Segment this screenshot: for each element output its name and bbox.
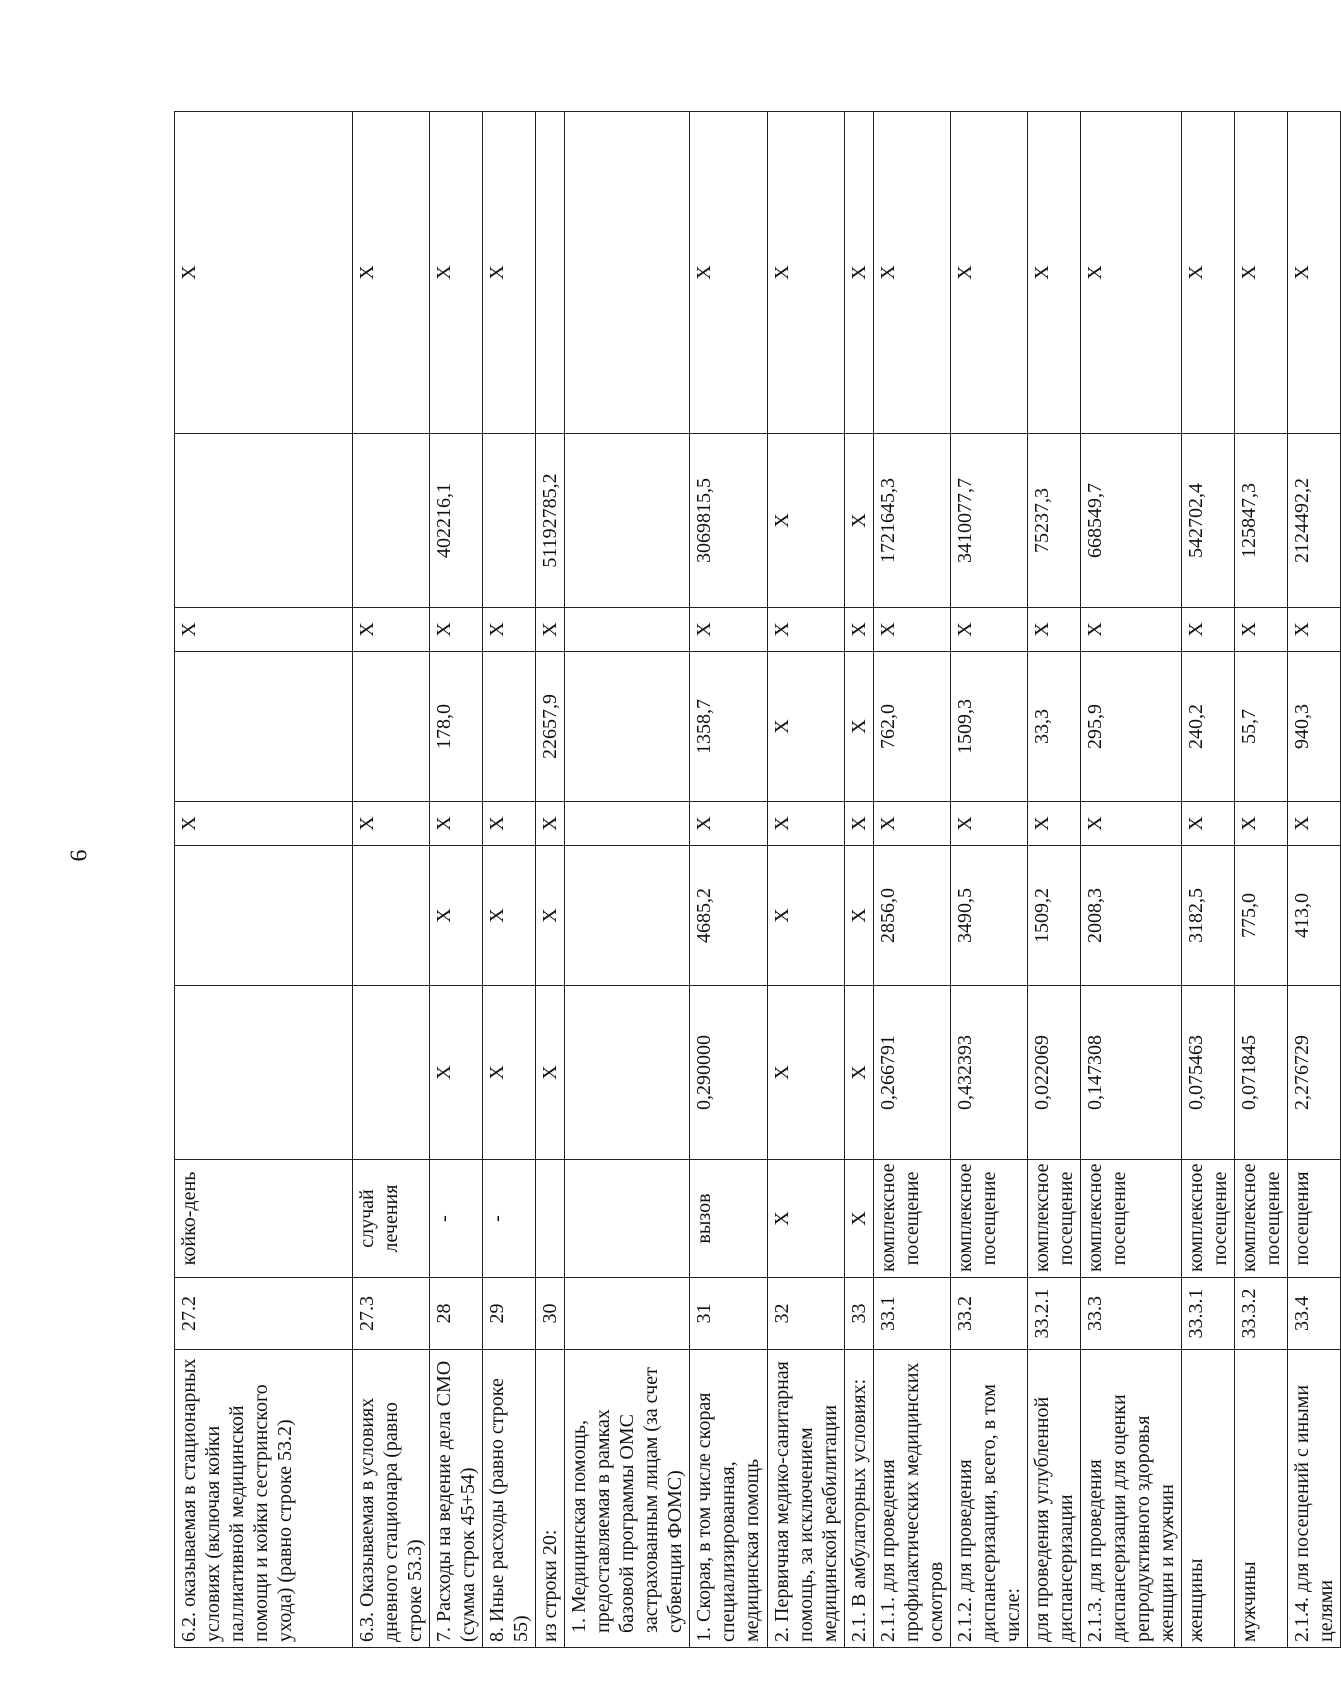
total-amount: 3410077,7 — [951, 434, 1028, 608]
per-capita — [175, 652, 353, 802]
unit-of-measure: - — [483, 1160, 536, 1278]
table-row — [1288, 112, 1341, 1648]
col-x2: X — [353, 608, 430, 652]
col-x2: X — [175, 608, 353, 652]
total-amount: 51192785,2 — [536, 434, 565, 608]
table-row — [1028, 112, 1081, 1648]
volume-norm: X — [483, 986, 536, 1160]
row-number: 27.3 — [353, 1278, 430, 1350]
volume-norm: 0,266791 — [874, 986, 951, 1160]
col-x1: X — [353, 802, 430, 846]
per-capita: 1358,7 — [690, 652, 768, 802]
total-amount: 542702,4 — [1182, 434, 1235, 608]
unit-of-measure: X — [768, 1160, 845, 1278]
unit-of-measure: комплексное посещение — [1028, 1160, 1081, 1278]
table-row — [874, 112, 951, 1648]
col-x3: X — [430, 112, 483, 434]
col-x2: X — [1028, 608, 1081, 652]
row-label: 2.1.2. для проведения диспансеризации, всего, в том числе: — [951, 1350, 1028, 1648]
total-amount: 125847,3 — [1235, 434, 1288, 608]
col-x1: X — [1288, 802, 1341, 846]
col-x2: X — [874, 608, 951, 652]
col-x1: X — [768, 802, 845, 846]
row-number: 30 — [536, 1278, 565, 1350]
financing-table — [174, 111, 1341, 1648]
cost-norm: 3182,5 — [1182, 846, 1235, 986]
col-x2: X — [1288, 608, 1341, 652]
col-x1: X — [1028, 802, 1081, 846]
row-number: 33.3 — [1081, 1278, 1182, 1350]
col-x2: X — [690, 608, 768, 652]
col-x3: X — [690, 112, 768, 434]
per-capita: 762,0 — [874, 652, 951, 802]
col-x2: X — [768, 608, 845, 652]
row-label: 6.3. Оказываемая в условиях дневного стационара (равно строке 53.3) — [353, 1350, 430, 1648]
total-amount: X — [845, 434, 874, 608]
row-label: 2.1.4. для посещений с иными целями — [1288, 1350, 1341, 1648]
cost-norm: X — [430, 846, 483, 986]
col-x1: X — [690, 802, 768, 846]
unit-of-measure: комплексное посещение — [1182, 1160, 1235, 1278]
total-amount: X — [768, 434, 845, 608]
col-x1: X — [1235, 802, 1288, 846]
volume-norm: 0,290000 — [690, 986, 768, 1160]
col-x3: X — [768, 112, 845, 434]
cost-norm: 2856,0 — [874, 846, 951, 986]
cost-norm: 1509,2 — [1028, 846, 1081, 986]
unit-of-measure: случай лечения — [353, 1160, 430, 1278]
col-x3: X — [353, 112, 430, 434]
volume-norm — [353, 986, 430, 1160]
per-capita: 295,9 — [1081, 652, 1182, 802]
col-x3: X — [175, 112, 353, 434]
row-number: 33.3.1 — [1182, 1278, 1235, 1350]
col-x3 — [565, 112, 690, 434]
col-x1 — [565, 802, 690, 846]
per-capita: 1509,3 — [951, 652, 1028, 802]
per-capita: X — [845, 652, 874, 802]
volume-norm: 0,071845 — [1235, 986, 1288, 1160]
col-x3: X — [1182, 112, 1235, 434]
col-x2: X — [1081, 608, 1182, 652]
unit-of-measure: комплексное посещение — [951, 1160, 1028, 1278]
col-x3: X — [1235, 112, 1288, 434]
row-number: 29 — [483, 1278, 536, 1350]
row-number: 33.2.1 — [1028, 1278, 1081, 1350]
col-x1: X — [1081, 802, 1182, 846]
table-row — [175, 112, 353, 1648]
row-label: женщины — [1182, 1350, 1235, 1648]
total-amount: 668549,7 — [1081, 434, 1182, 608]
table-row — [1235, 112, 1288, 1648]
volume-norm: 0,147308 — [1081, 986, 1182, 1160]
row-label: для проведения углубленной диспансеризации — [1028, 1350, 1081, 1648]
unit-of-measure: посещения — [1288, 1160, 1341, 1278]
per-capita: 940,3 — [1288, 652, 1341, 802]
total-amount: 2124492,2 — [1288, 434, 1341, 608]
volume-norm: X — [768, 986, 845, 1160]
per-capita — [565, 652, 690, 802]
row-number: 33.4 — [1288, 1278, 1341, 1350]
col-x1: X — [874, 802, 951, 846]
col-x2: X — [536, 608, 565, 652]
cost-norm: 4685,2 — [690, 846, 768, 986]
total-amount — [565, 434, 690, 608]
col-x2: X — [845, 608, 874, 652]
volume-norm: X — [536, 986, 565, 1160]
col-x1: X — [536, 802, 565, 846]
col-x3: X — [874, 112, 951, 434]
col-x2: X — [430, 608, 483, 652]
col-x3: X — [1028, 112, 1081, 434]
col-x3 — [536, 112, 565, 434]
total-amount — [353, 434, 430, 608]
col-x3: X — [1288, 112, 1341, 434]
volume-norm: X — [430, 986, 483, 1160]
row-number — [565, 1278, 690, 1350]
unit-of-measure: комплексное посещение — [1235, 1160, 1288, 1278]
table-row — [845, 112, 874, 1648]
per-capita: 55,7 — [1235, 652, 1288, 802]
total-amount — [483, 434, 536, 608]
volume-norm: X — [845, 986, 874, 1160]
total-amount — [175, 434, 353, 608]
cost-norm — [353, 846, 430, 986]
row-label: мужчины — [1235, 1350, 1288, 1648]
volume-norm: 2,276729 — [1288, 986, 1341, 1160]
per-capita: X — [768, 652, 845, 802]
cost-norm: 3490,5 — [951, 846, 1028, 986]
row-label: 1. Скорая, в том числе скорая специализированная, медицинская помощь — [690, 1350, 768, 1648]
row-label: 2.1. В амбулаторных условиях: — [845, 1350, 874, 1648]
row-number: 33.3.2 — [1235, 1278, 1288, 1350]
row-label: из строки 20: — [536, 1350, 565, 1648]
unit-of-measure — [565, 1160, 690, 1278]
row-number: 31 — [690, 1278, 768, 1350]
table-row — [483, 112, 536, 1648]
col-x1: X — [175, 802, 353, 846]
unit-of-measure: вызов — [690, 1160, 768, 1278]
cost-norm — [175, 846, 353, 986]
cost-norm: X — [536, 846, 565, 986]
per-capita: 240,2 — [1182, 652, 1235, 802]
per-capita: 178,0 — [430, 652, 483, 802]
cost-norm: 413,0 — [1288, 846, 1341, 986]
col-x2 — [565, 608, 690, 652]
volume-norm: 0,022069 — [1028, 986, 1081, 1160]
volume-norm — [175, 986, 353, 1160]
table-row — [1182, 112, 1235, 1648]
cost-norm: X — [483, 846, 536, 986]
cost-norm: X — [768, 846, 845, 986]
row-label: 6.2. оказываемая в стационарных условиях (включая койки паллиативной медицинской помощи и койки сестринского ухода) (равно строке 53.2) — [175, 1350, 353, 1648]
unit-of-measure: - — [430, 1160, 483, 1278]
cost-norm — [565, 846, 690, 986]
col-x1: X — [1182, 802, 1235, 846]
col-x3: X — [845, 112, 874, 434]
table-row — [768, 112, 845, 1648]
unit-of-measure — [536, 1160, 565, 1278]
row-label: 2.1.3. для проведения диспансеризации для оценки репродуктивного здоровья женщин и мужчин — [1081, 1350, 1182, 1648]
row-number: 33 — [845, 1278, 874, 1350]
total-amount: 3069815,5 — [690, 434, 768, 608]
row-number: 33.2 — [951, 1278, 1028, 1350]
row-label: 7. Расходы на ведение дела СМО (сумма строк 45+54) — [430, 1350, 483, 1648]
cost-norm: 2008,3 — [1081, 846, 1182, 986]
col-x3: X — [483, 112, 536, 434]
table-row — [1081, 112, 1182, 1648]
total-amount: 1721645,3 — [874, 434, 951, 608]
cost-norm: X — [845, 846, 874, 986]
unit-of-measure: комплексное посещение — [1081, 1160, 1182, 1278]
row-number: 32 — [768, 1278, 845, 1350]
col-x2: X — [483, 608, 536, 652]
volume-norm: 0,432393 — [951, 986, 1028, 1160]
rotated-table-container — [174, 112, 1337, 1648]
col-x1: X — [951, 802, 1028, 846]
page-number: 6 — [66, 849, 93, 862]
row-number: 33.1 — [874, 1278, 951, 1350]
table-row — [690, 112, 768, 1648]
col-x2: X — [1182, 608, 1235, 652]
col-x2: X — [1235, 608, 1288, 652]
row-label: 2.1.1. для проведения профилактических медицинских осмотров — [874, 1350, 951, 1648]
per-capita — [483, 652, 536, 802]
table-row — [353, 112, 430, 1648]
col-x1: X — [845, 802, 874, 846]
per-capita — [353, 652, 430, 802]
col-x3: X — [1081, 112, 1182, 434]
row-label: 2. Первичная медико-санитарная помощь, за исключением медицинской реабилитации — [768, 1350, 845, 1648]
col-x1: X — [430, 802, 483, 846]
unit-of-measure: комплексное посещение — [874, 1160, 951, 1278]
unit-of-measure: X — [845, 1160, 874, 1278]
col-x3: X — [951, 112, 1028, 434]
volume-norm: 0,075463 — [1182, 986, 1235, 1160]
total-amount: 402216,1 — [430, 434, 483, 608]
table-row — [430, 112, 483, 1648]
col-x1: X — [483, 802, 536, 846]
col-x2: X — [951, 608, 1028, 652]
per-capita: 22657,9 — [536, 652, 565, 802]
total-amount: 75237,3 — [1028, 434, 1081, 608]
unit-of-measure: койко-день — [175, 1160, 353, 1278]
row-number: 28 — [430, 1278, 483, 1350]
row-number: 27.2 — [175, 1278, 353, 1350]
cost-norm: 775,0 — [1235, 846, 1288, 986]
volume-norm — [565, 986, 690, 1160]
table-row — [536, 112, 565, 1648]
row-label: 1. Медицинская помощь, предоставляемая в рамках базовой программы ОМС застрахованным лицам (за счет субвенции ФОМС) — [565, 1350, 690, 1648]
row-label: 8. Иные расходы (равно строке 55) — [483, 1350, 536, 1648]
table-row — [565, 112, 690, 1648]
table-row — [951, 112, 1028, 1648]
per-capita: 33,3 — [1028, 652, 1081, 802]
